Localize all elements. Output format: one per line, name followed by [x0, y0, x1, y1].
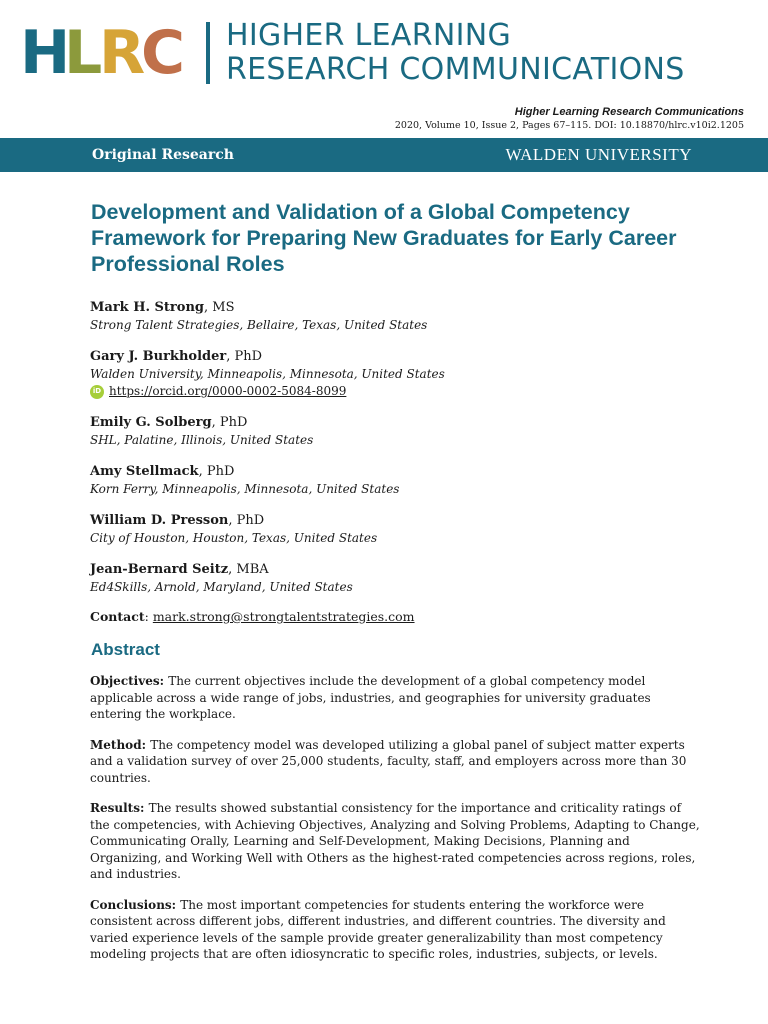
orcid-icon: iD [90, 385, 104, 399]
author-item [90, 561, 730, 596]
author-name: Amy Stellmack [90, 464, 199, 479]
author-name: Mark H. Strong [90, 300, 204, 315]
abstract-results [90, 800, 700, 883]
contact-line [90, 608, 730, 626]
hlrc-logo-mark [20, 18, 198, 88]
author-degree: , PhD [211, 415, 248, 430]
article-title: Development and Validation of a Global Competency Framework for Preparing New Graduates for Early Career Professional Roles [91, 200, 677, 276]
abstract-colon: : [171, 897, 181, 912]
abstract-label: Conclusions [90, 897, 172, 912]
author-affiliation: Walden University, Minneapolis, Minnesota, United States [90, 367, 445, 381]
journal-citation: 2020, Volume 10, Issue 2, Pages 67–115. DOI: 10.18870/hlrc.v10i2.1205 [394, 120, 744, 131]
walden-university-logo: WALDEN UNIVERSITY [505, 145, 692, 164]
abstract-method [90, 737, 700, 787]
author-name: William D. Presson [90, 513, 229, 528]
contact-email-link[interactable]: mark.strong@strongtalentstrategies.com [152, 609, 415, 624]
author-item [90, 348, 730, 400]
abstract-text: The results showed substantial consistency for the importance and criticality ratings of the competencies, with Achieving Objectives, Analyzing and Solving Problems, Adapting to Change, Communicating Orally, Learning and Self-Development, Making Decisions, Planning and Organizing, and Working Well with Others as the highest-rated competencies across regions, roles, and industries. [90, 801, 700, 881]
contact-colon: : [144, 609, 153, 624]
logo-letter-c: C [141, 18, 184, 88]
author-degree: , MBA [228, 562, 269, 577]
journal-name: Higher Learning Research Communications [514, 106, 744, 118]
author-degree: , PhD [228, 513, 265, 528]
author-item [90, 414, 730, 449]
orcid-row [90, 383, 730, 400]
abstract-text: The current objectives include the development of a global competency model applicable across a wide range of jobs, industries, and geographies for university graduates entering the workplace. [90, 674, 651, 721]
abstract-body [90, 673, 700, 977]
orcid-link[interactable]: https://orcid.org/0000-0002-5084-8099 [109, 384, 347, 398]
logo-letter-l: L [64, 18, 101, 88]
author-degree: , PhD [226, 349, 263, 364]
abstract-heading: Abstract [91, 640, 160, 659]
abstract-colon: : [141, 737, 151, 752]
logo-letter-r: R [99, 18, 144, 88]
author-item [90, 512, 730, 547]
wordmark-line2: RESEARCH COMMUNICATIONS [226, 52, 685, 87]
article-type-band [0, 138, 768, 172]
author-affiliation: Korn Ferry, Minneapolis, Minnesota, United States [90, 482, 400, 496]
logo-letter-h: H [20, 18, 69, 88]
author-list [90, 299, 730, 626]
abstract-conclusions [90, 897, 700, 963]
author-item [90, 463, 730, 498]
author-affiliation: SHL, Palatine, Illinois, United States [90, 433, 314, 447]
contact-label: Contact [90, 609, 145, 624]
abstract-text: The competency model was developed utilizing a global panel of subject matter experts and a validation survey of over 25,000 students, faculty, staff, and employers across more than 30 countries. [90, 737, 687, 785]
author-affiliation: City of Houston, Houston, Texas, United States [90, 531, 378, 545]
abstract-colon: : [159, 674, 169, 688]
journal-info [395, 105, 744, 133]
author-affiliation: Ed4Skills, Arnold, Maryland, United States [90, 580, 353, 594]
author-name: Jean-Bernard Seitz [90, 562, 229, 577]
author-affiliation: Strong Talent Strategies, Bellaire, Texas, United States [90, 318, 428, 332]
abstract-objectives [90, 673, 700, 723]
logo-divider [206, 22, 210, 84]
abstract-colon: : [139, 801, 149, 815]
abstract-label: Results [90, 801, 140, 815]
wordmark-line1: HIGHER LEARNING [226, 18, 512, 53]
article-type-label: Original Research [92, 147, 234, 163]
logo-wordmark [226, 19, 685, 87]
author-name: Emily G. Solberg [90, 415, 212, 430]
author-name: Gary J. Burkholder [90, 349, 227, 364]
journal-logo [20, 18, 685, 88]
author-degree: , PhD [198, 464, 235, 479]
abstract-label: Objectives [90, 674, 160, 688]
author-item [90, 299, 730, 334]
abstract-text: The most important competencies for students entering the workforce were consistent across different jobs, different industries, and different countries. The diversity and varied experience levels of the sample provide greater generalizability than most competency modeling projects that are often idiosyncratic to specific roles, industries, subjects, or levels. [90, 897, 666, 961]
author-degree: , MS [204, 300, 235, 315]
abstract-label: Method [90, 737, 142, 752]
